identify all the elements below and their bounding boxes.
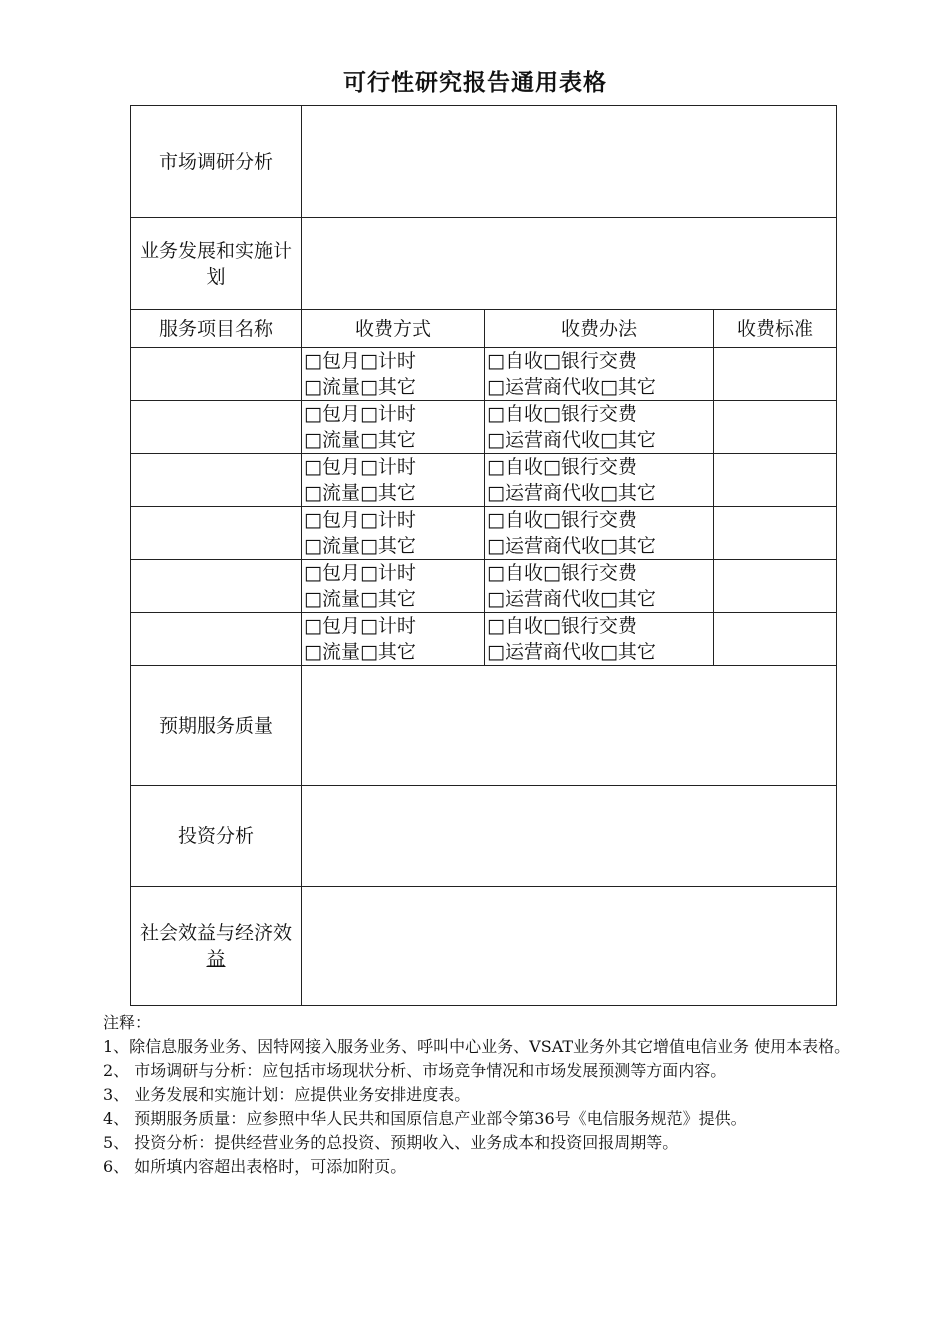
notes-heading: 注释： xyxy=(103,1013,152,1032)
plan-row xyxy=(131,218,837,310)
service-name-cell[interactable] xyxy=(131,454,302,507)
fee-standard-cell[interactable] xyxy=(714,348,837,401)
quality-label: 预期服务质量 xyxy=(131,666,302,786)
plan-label xyxy=(131,218,302,310)
fee-mode-line2: □流量□其它 xyxy=(304,588,416,610)
fee-row xyxy=(131,454,837,507)
benefit-field[interactable] xyxy=(302,887,837,1006)
service-name-cell[interactable] xyxy=(131,560,302,613)
header-fee-mode: 收费方式 xyxy=(302,310,485,348)
fee-mode-line2: □流量□其它 xyxy=(304,535,416,557)
fee-row xyxy=(131,401,837,454)
fee-method-cell[interactable] xyxy=(485,560,714,613)
fee-standard-cell[interactable] xyxy=(714,401,837,454)
fee-method-cell[interactable] xyxy=(485,348,714,401)
fee-mode-cell[interactable] xyxy=(302,613,485,666)
fee-method-line1: □自收□银行交费 xyxy=(487,403,637,425)
fee-method-line2: □运营商代收□其它 xyxy=(487,588,656,610)
fee-mode-cell[interactable] xyxy=(302,454,485,507)
note-item: 2、 市场调研与分析：应包括市场现状分析、市场竞争情况和市场发展预测等方面内容。 xyxy=(103,1061,727,1080)
note-item: 1、除信息服务业务、因特网接入服务业务、呼叫中心业务、VSAT业务外其它增值电信业务 使用本表格。 xyxy=(103,1037,851,1056)
fee-mode-line2: □流量□其它 xyxy=(304,482,416,504)
quality-row xyxy=(131,666,837,786)
note-item: 6、 如所填内容超出表格时，可添加附页。 xyxy=(103,1157,407,1176)
fee-method-line1: □自收□银行交费 xyxy=(487,509,637,531)
fee-method-cell[interactable] xyxy=(485,401,714,454)
benefit-label-line1: 社会效益与经济效 xyxy=(139,922,292,944)
fee-method-cell[interactable] xyxy=(485,613,714,666)
notes-section xyxy=(103,1011,873,1179)
fee-method-cell[interactable] xyxy=(485,454,714,507)
fee-method-line2: □运营商代收□其它 xyxy=(487,376,656,398)
fee-header-row xyxy=(131,310,837,348)
note-item: 3、 业务发展和实施计划：应提供业务安排进度表。 xyxy=(103,1085,471,1104)
header-fee-method: 收费办法 xyxy=(485,310,714,348)
service-name-cell[interactable] xyxy=(131,613,302,666)
fee-row xyxy=(131,560,837,613)
fee-mode-line2: □流量□其它 xyxy=(304,429,416,451)
note-item: 5、 投资分析：提供经营业务的总投资、预期收入、业务成本和投资回报周期等。 xyxy=(103,1133,679,1152)
service-name-cell[interactable] xyxy=(131,507,302,560)
fee-method-line2: □运营商代收□其它 xyxy=(487,641,656,663)
fee-mode-cell[interactable] xyxy=(302,348,485,401)
fee-mode-line1: □包月□计时 xyxy=(304,615,416,637)
fee-mode-line1: □包月□计时 xyxy=(304,562,416,584)
plan-label-line1: 业务发展和实施计 xyxy=(139,239,292,262)
fee-row xyxy=(131,507,837,560)
service-name-cell[interactable] xyxy=(131,348,302,401)
fee-mode-line1: □包月□计时 xyxy=(304,350,416,372)
investment-field[interactable] xyxy=(302,786,837,887)
fee-method-line1: □自收□银行交费 xyxy=(487,562,637,584)
fee-standard-cell[interactable] xyxy=(714,454,837,507)
fee-method-cell[interactable] xyxy=(485,507,714,560)
quality-field[interactable] xyxy=(302,666,837,786)
fee-row xyxy=(131,613,837,666)
fee-mode-cell[interactable] xyxy=(302,507,485,560)
note-item: 4、 预期服务质量：应参照中华人民共和国原信息产业部令第36号《电信服务规范》提供。 xyxy=(103,1109,747,1128)
benefit-row xyxy=(131,887,837,1006)
feasibility-form-table xyxy=(130,105,837,1006)
investment-label: 投资分析 xyxy=(131,786,302,887)
header-service-name: 服务项目名称 xyxy=(131,310,302,348)
fee-method-line1: □自收□银行交费 xyxy=(487,615,637,637)
fee-standard-cell[interactable] xyxy=(714,613,837,666)
market-analysis-field[interactable] xyxy=(302,106,837,218)
market-analysis-row xyxy=(131,106,837,218)
header-fee-standard: 收费标准 xyxy=(714,310,837,348)
plan-label-line2: 划 xyxy=(206,265,226,288)
fee-mode-line2: □流量□其它 xyxy=(304,376,416,398)
fee-standard-cell[interactable] xyxy=(714,560,837,613)
fee-row xyxy=(131,348,837,401)
benefit-label-line2: 益 xyxy=(206,948,226,970)
service-name-cell[interactable] xyxy=(131,401,302,454)
fee-method-line1: □自收□银行交费 xyxy=(487,350,637,372)
fee-mode-line1: □包月□计时 xyxy=(304,403,416,425)
page-title: 可行性研究报告通用表格 xyxy=(343,70,607,96)
fee-method-line1: □自收□银行交费 xyxy=(487,456,637,478)
fee-mode-cell[interactable] xyxy=(302,560,485,613)
benefit-label xyxy=(131,887,302,1006)
fee-method-line2: □运营商代收□其它 xyxy=(487,482,656,504)
fee-mode-line1: □包月□计时 xyxy=(304,509,416,531)
fee-mode-cell[interactable] xyxy=(302,401,485,454)
fee-mode-line2: □流量□其它 xyxy=(304,641,416,663)
fee-method-line2: □运营商代收□其它 xyxy=(487,535,656,557)
fee-mode-line1: □包月□计时 xyxy=(304,456,416,478)
fee-standard-cell[interactable] xyxy=(714,507,837,560)
fee-method-line2: □运营商代收□其它 xyxy=(487,429,656,451)
plan-field[interactable] xyxy=(302,218,837,310)
market-analysis-label: 市场调研分析 xyxy=(131,106,302,218)
investment-row xyxy=(131,786,837,887)
